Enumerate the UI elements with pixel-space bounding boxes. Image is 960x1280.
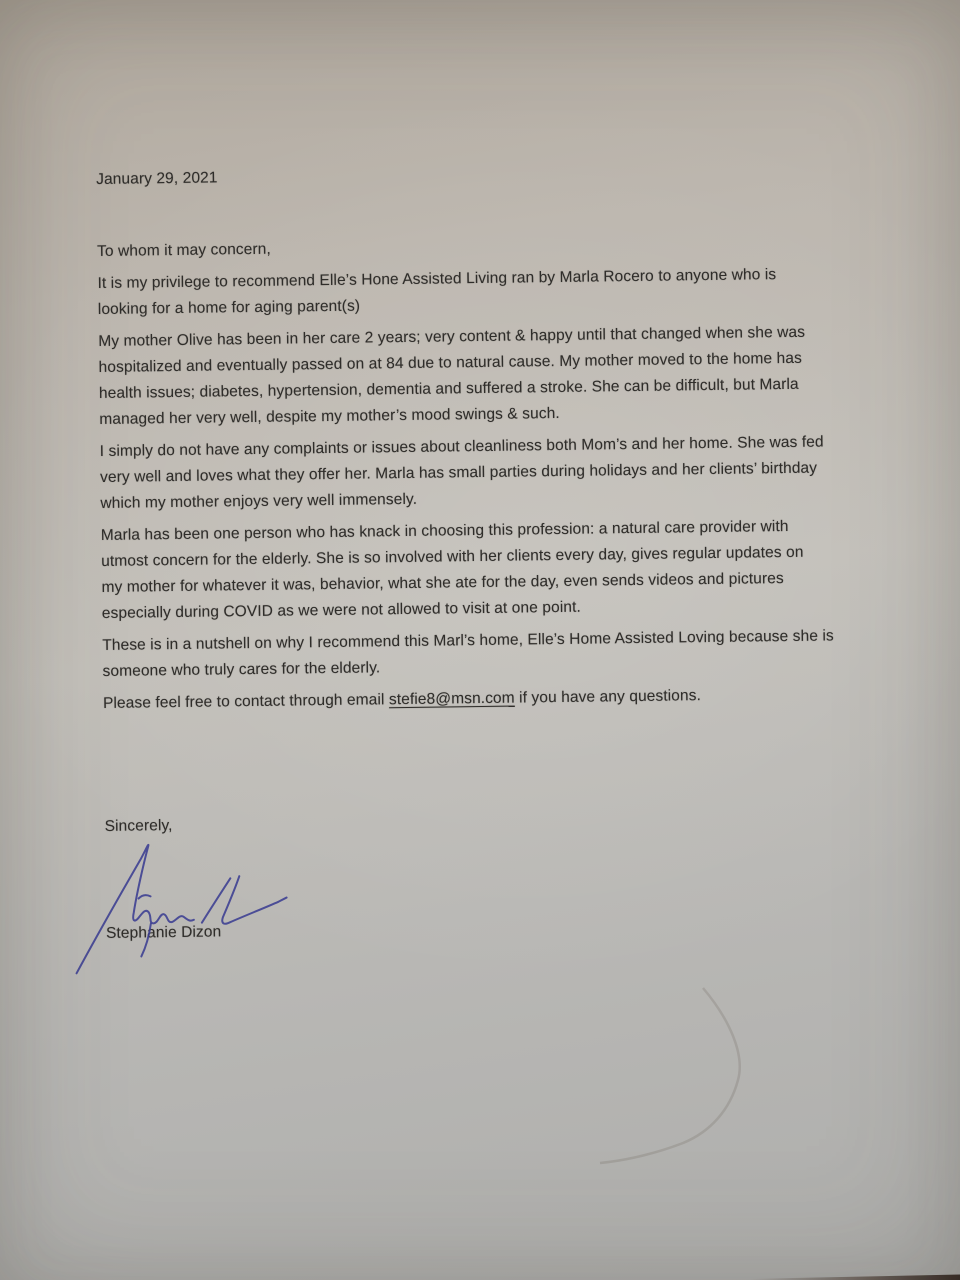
handwritten-signature bbox=[67, 822, 319, 985]
paper-imprint-mark bbox=[520, 960, 820, 1200]
body-paragraph-3: I simply do not have any complaints or issues about cleanliness both Mom’s and her home. She was fed very well and loves what they offer her. Marla has small parties during holidays and her clients’ birthday which my mother enjoys very well immensely. bbox=[99, 433, 824, 512]
signer-name: Stephanie Dizon bbox=[105, 923, 222, 942]
body-paragraph-5: These is in a nutshell on why I recommend this Marl’s home, Elle’s Home Assisted Loving because she is someone who truly cares for the elderly. bbox=[102, 627, 834, 680]
letter-date: January 29, 2021 bbox=[96, 169, 218, 188]
signature-block bbox=[105, 830, 881, 921]
letter-body bbox=[96, 157, 881, 947]
closing: Sincerely, bbox=[104, 817, 173, 835]
table-edge bbox=[750, 1274, 960, 1280]
body-paragraph-1: It is my privilege to recommend Elle’s Hone Assisted Living ran by Marla Rocero to anyone who is looking for a home for aging parent(s) bbox=[97, 266, 777, 318]
body-paragraph-2: My mother Olive has been in her care 2 years; very content & happy until that changed when she was hospitalized and eventually passed on at 84 due to natural cause. My mother moved to the home has health issues; diabetes, hypertension, dementia and suffered a stroke. She can be difficult, but Marla managed her very well, despite my mother’s mood swings & such. bbox=[98, 323, 806, 428]
body-paragraph-4: Marla has been one person who has knack in choosing this profession: a natural care provider with utmost concern for the elderly. She is so involved with her clients every day, gives regular updates on my mother for whatever it was, behavior, what she ate for the day, even sends videos and pictures especially during COVID as we were not allowed to visit at one point. bbox=[100, 517, 804, 622]
contact-paragraph bbox=[103, 681, 878, 717]
salutation: To whom it may concern, bbox=[96, 240, 271, 260]
contact-text-prefix: Please feel free to contact through email bbox=[102, 691, 390, 712]
email-address: stefie8@msn.com bbox=[388, 689, 515, 709]
contact-text-suffix: if you have any questions. bbox=[514, 687, 702, 707]
